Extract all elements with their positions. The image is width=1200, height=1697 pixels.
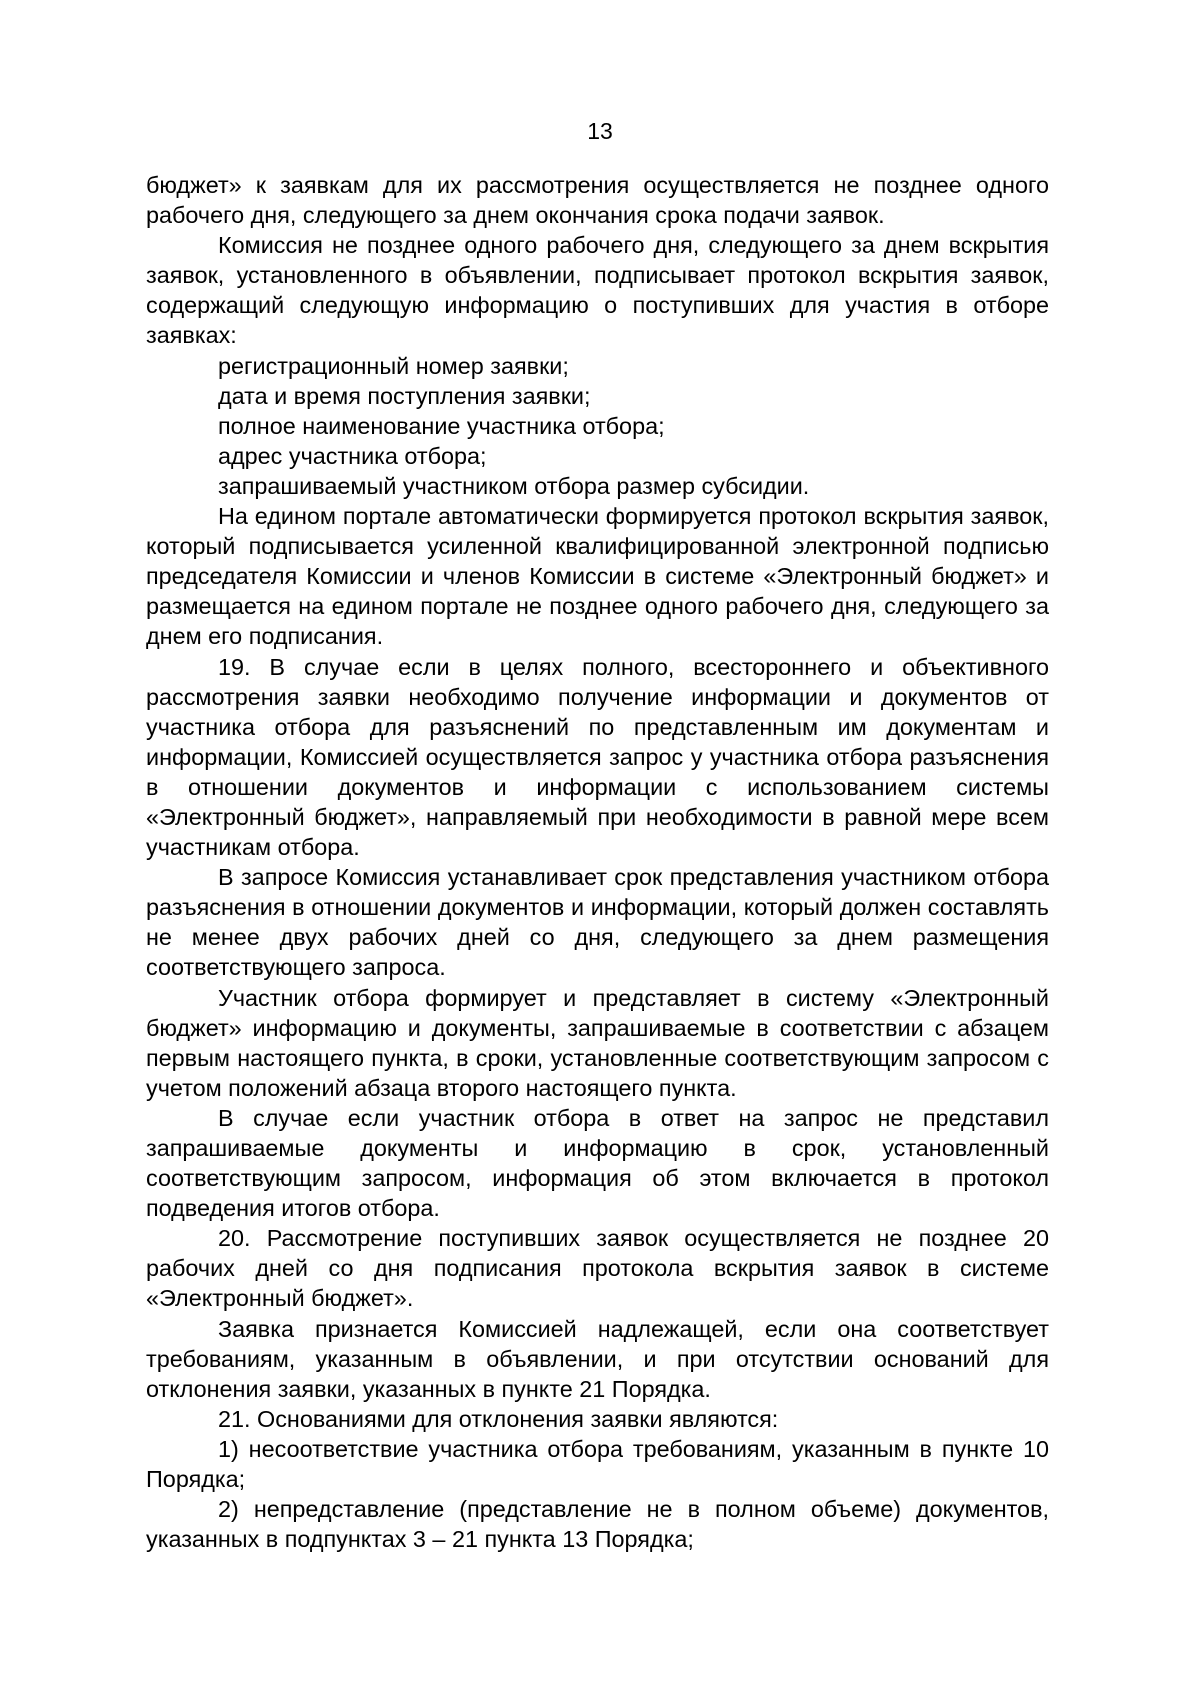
paragraph-portal-protocol: На едином портале автоматически формируется протокол вскрытия заявок, который подписывается усиленной квалифицированной электронной подписью председателя Комиссии и членов Комиссии в системе «Электронный бюджет» и размещается на едином портале не позднее одного рабочего дня, следующего за днем его подписания. xyxy=(146,503,1049,650)
page-number: 13 xyxy=(587,118,613,144)
document-body xyxy=(146,170,1049,1554)
paragraph-application-proper: Заявка признается Комиссией надлежащей, если она соответствует требованиям, указанным в объявлении, и при отсутствии оснований для отклонения заявки, указанных в пункте 21 Порядка. xyxy=(146,1315,1049,1402)
paragraph-ground-2: 2) непредставление (представление не в полном объеме) документов, указанных в подпунктах 3 – 21 пункта 13 Порядка; xyxy=(146,1496,1049,1553)
list-item-date-time: дата и время поступления заявки; xyxy=(218,382,591,409)
paragraph-participant-submits: Участник отбора формирует и представляет в систему «Электронный бюджет» информацию и документы, запрашиваемые в соответствии с абзацем первым настоящего пункта, в сроки, установленные соответствующим запросом с учетом положений абзаца второго настоящего пункта. xyxy=(146,984,1049,1101)
paragraph-clause-21: 21. Основаниями для отклонения заявки являются: xyxy=(218,1405,779,1432)
paragraph-continuation: бюджет» к заявкам для их рассмотрения осуществляется не позднее одного рабочего дня, следующего за днем окончания срока подачи заявок. xyxy=(146,172,1049,229)
paragraph-commission-protocol: Комиссия не позднее одного рабочего дня, следующего за днем вскрытия заявок, установленного в объявлении, подписывает протокол вскрытия заявок, содержащий следующую информацию о поступивших для участия в отборе заявках: xyxy=(146,232,1049,349)
paragraph-ground-1: 1) несоответствие участника отбора требованиям, указанным в пункте 10 Порядка; xyxy=(146,1435,1049,1493)
list-item-full-name: полное наименование участника отбора; xyxy=(218,412,665,439)
list-item-address: адрес участника отбора; xyxy=(218,442,487,469)
list-item-subsidy-amount: запрашиваемый участником отбора размер субсидии. xyxy=(218,472,810,499)
list-item-registration-number: регистрационный номер заявки; xyxy=(218,352,569,379)
paragraph-request-deadline: В запросе Комиссия устанавливает срок представления участником отбора разъяснения в отношении документов и информации, который должен составлять не менее двух рабочих дней со дня, следующего за днем размещения соответствующего запроса. xyxy=(146,864,1049,981)
paragraph-clause-19: 19. В случае если в целях полного, всестороннего и объективного рассмотрения заявки необходимо получение информации и документов от участника отбора для разъяснений по представленным им документам и информации, Комиссией осуществляется запрос у участника отбора разъяснения в отношении документов и информации с использованием системы «Электронный бюджет», направляемый при необходимости в равной мере всем участникам отбора. xyxy=(146,653,1049,861)
paragraph-not-submitted: В случае если участник отбора в ответ на запрос не представил запрашиваемые документы и информацию в срок, установленный соответствующим запросом, информация об этом включается в протокол подведения итогов отбора. xyxy=(146,1104,1049,1222)
paragraph-clause-20: 20. Рассмотрение поступивших заявок осуществляется не позднее 20 рабочих дней со дня подписания протокола вскрытия заявок в системе «Электронный бюджет». xyxy=(146,1225,1049,1312)
